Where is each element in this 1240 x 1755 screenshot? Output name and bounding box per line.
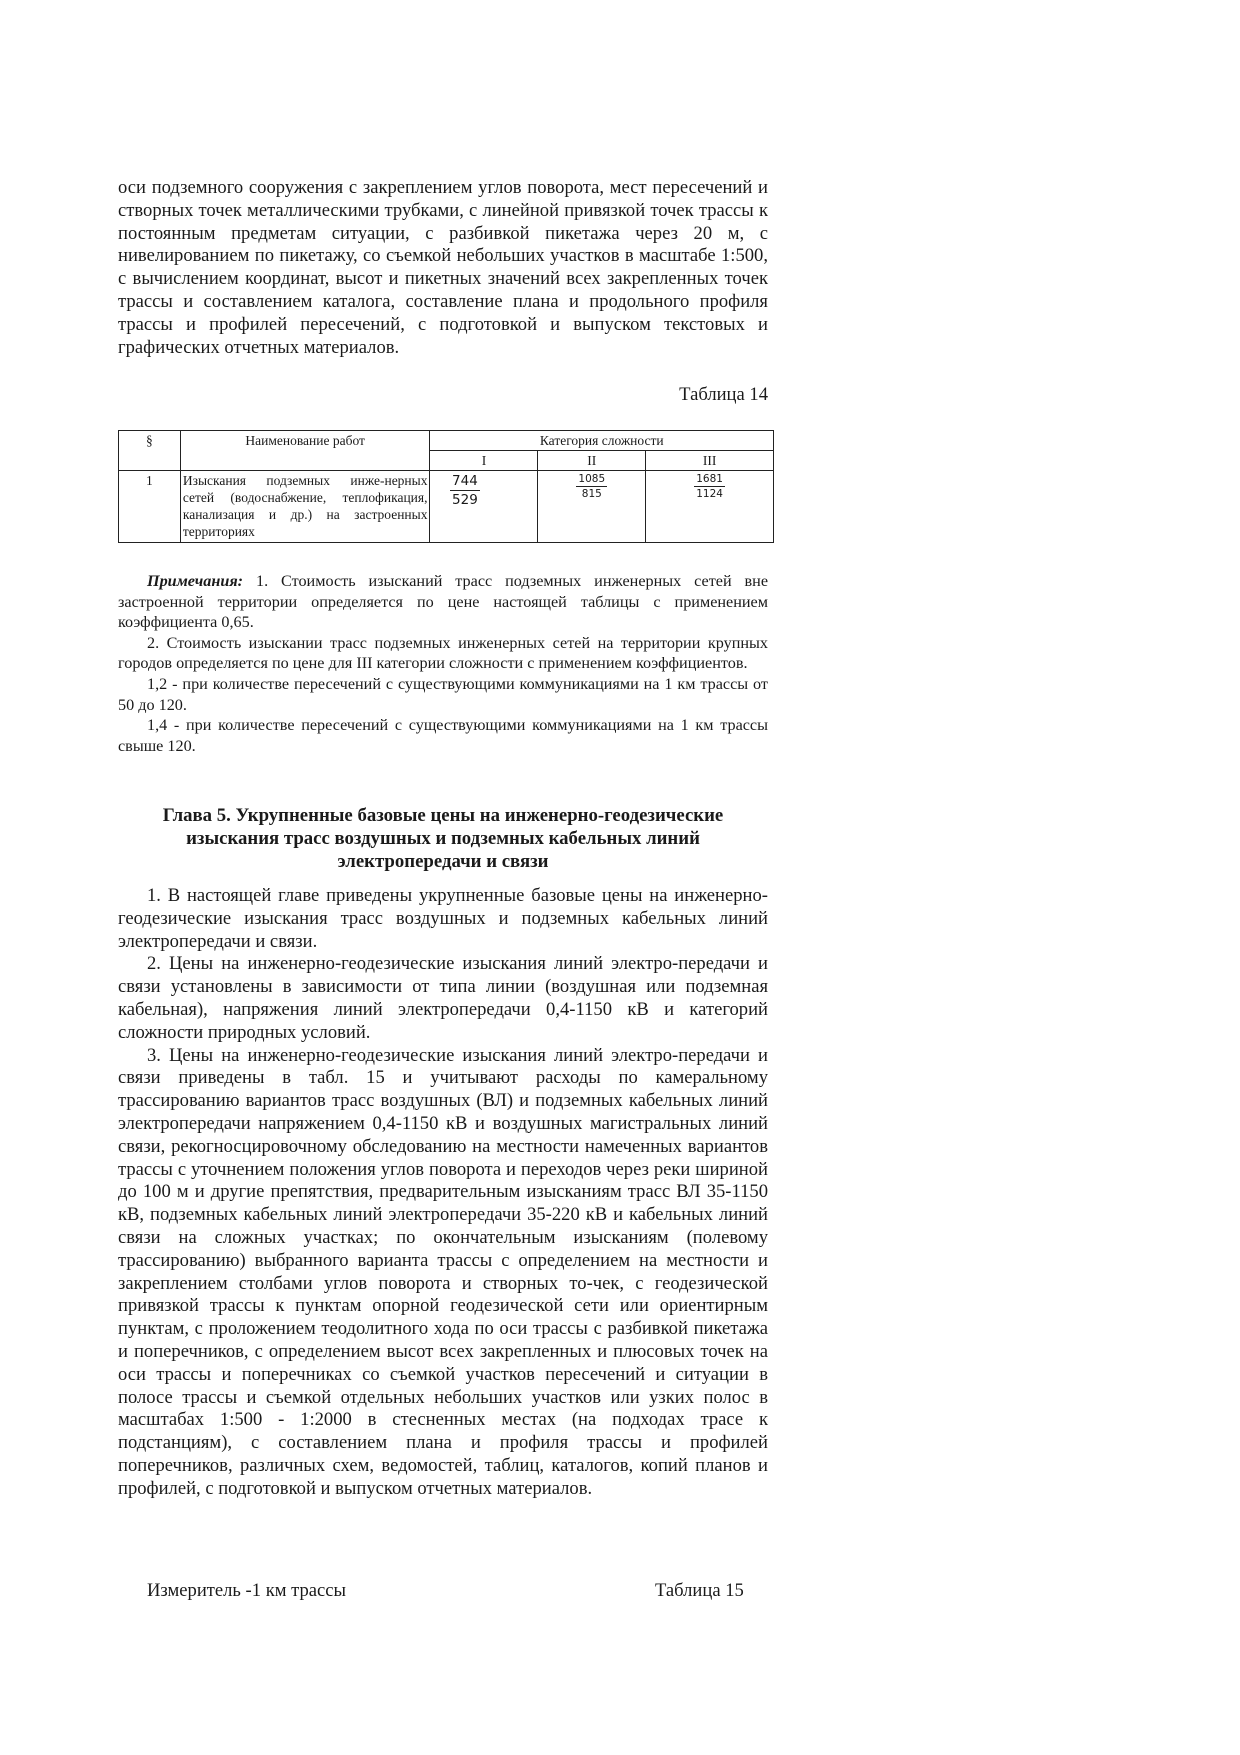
- note-1: [118, 571, 768, 633]
- note-1-text: 1. Стоимость изысканий трасс подземных инженерных сетей вне застроенной территории определяется по цене настоящей таблицы с применением коэффициента 0,65.: [118, 572, 768, 632]
- measurement-unit: Измеритель -1 км трассы: [147, 1580, 347, 1601]
- table-row: [119, 471, 774, 543]
- header-cat-1: I: [430, 451, 538, 471]
- row-cat-2-price: [538, 471, 646, 543]
- intro-paragraph: оси подземного сооружения с закреплением углов поворота, мест пересечений и створных точек металлическими трубками, с линейной привязкой точек трассы к постоянным предметам ситуации, с разбивкой пикетажа через 20 м, с нивелированием по пикетажу, со съемкой небольших участков в масштабе 1:500, с вычислением координат, высот и пикетных значений всех закрепленных точек трассы и составлением каталога, составление плана и продольного профиля трассы и профилей пересечений, с подготовкой и выпуском текстовых и графических отчетных материалов.: [118, 177, 768, 358]
- notes-block: [118, 571, 768, 756]
- header-section: §: [119, 431, 181, 471]
- price-field-value: 1085: [578, 473, 606, 485]
- header-category: Категория сложности: [430, 431, 774, 451]
- row-cat-3-price: [646, 471, 774, 543]
- table-header-row: [119, 431, 774, 451]
- row-work-name: Изыскания подземных инже-нерных сетей (водоснабжение, теплофикация, канализация и др.) на застроенных территориях: [180, 471, 430, 543]
- price-field-value: 1681: [696, 473, 723, 485]
- price-table-14: [118, 430, 774, 543]
- price-office-value: 529: [452, 492, 478, 508]
- note-3: 1,2 - при количестве пересечений с существующими коммуникациями на 1 км трассы от 50 до 120.: [118, 674, 768, 714]
- note-2: 2. Стоимость изыскании трасс подземных инженерных сетей на территории крупных городов определяется по цене для III категории сложности с применением коэффициентов.: [118, 633, 768, 673]
- chapter-paragraph-3: 3. Цены на инженерно-геодезические изыскания линий электро-передачи и связи приведены в табл. 15 и учитывают расходы по камеральному трассированию вариантов трасс воздушных (ВЛ) и подземных кабельных линий электропередачи напряжением 0,4-1150 кВ и воздушных магистральных линий связи, рекогносцировочному обследованию на местности намеченных вариантов трассы с уточнением положения углов поворота и переходов через реки шириной до 100 м и другие препятствия, предварительным изысканиям трасс ВЛ 35-1150 кВ, подземных кабельных линий электропередачи 35-220 кВ и кабельных линий связи на сложных участках; по окончательным изысканиям (полевому трассированию) выбранного варианта трассы с определением на местности и закреплением столбами углов поворота и створных то-чек, с геодезической привязкой трассы к пунктам опорной геодезической сети или ориентирным пунктам, с проложением теодолитного хода по оси трассы с разбивкой пикетажа и поперечников, с определением высот всех закрепленных и плюсовых точек на оси трассы и поперечниках со съемкой участков пересечений и ситуации в полосе трассы и съемкой отдельных небольших участков или узких полос в масштабах 1:500 - 1:2000 в стесненных местах (на подходах трасе к подстанциям), с составлением плана и профиля трассы и профилей поперечников, различных схем, ведомостей, таблиц, каталогов, копий планов и профилей, с подготовкой и выпуском отчетных материалов.: [118, 1044, 768, 1499]
- price-office-value: 1124: [696, 488, 723, 500]
- note-4: 1,4 - при количестве пересечений с существующими коммуникациями на 1 км трассы свыше 120.: [118, 716, 768, 755]
- chapter-paragraph-1: 1. В настоящей главе приведены укрупненные базовые цены на инженерно-геодезические изыскания трасс воздушных и подземных кабельных линий электропередачи и связи.: [118, 885, 768, 952]
- notes-label: Примечания:: [147, 572, 244, 590]
- price-office-value: 815: [581, 488, 602, 500]
- row-number: 1: [119, 471, 181, 543]
- chapter-heading: Глава 5. Укрупненные базовые цены на инженерно-геодезические изыскания трасс воздушных и подземных кабельных линий электропередачи и связи: [162, 805, 724, 872]
- chapter-paragraph-2: 2. Цены на инженерно-геодезические изыскания линий электро-передачи и связи установлены в зависимости от типа линии (воздушная или подземная кабельная), напряжения линий электропередачи 0,4-1150 кВ и категорий сложности природных условий.: [118, 953, 768, 1043]
- chapter-body: [118, 885, 768, 1501]
- price-field-value: 744: [452, 473, 478, 489]
- table14-caption: Таблица 14: [679, 384, 768, 405]
- table15-caption: Таблица 15: [655, 1580, 744, 1601]
- header-cat-3: III: [646, 451, 774, 471]
- header-work-name: Наименование работ: [180, 431, 430, 471]
- row-cat-1-price: [430, 471, 538, 543]
- header-cat-2: II: [538, 451, 646, 471]
